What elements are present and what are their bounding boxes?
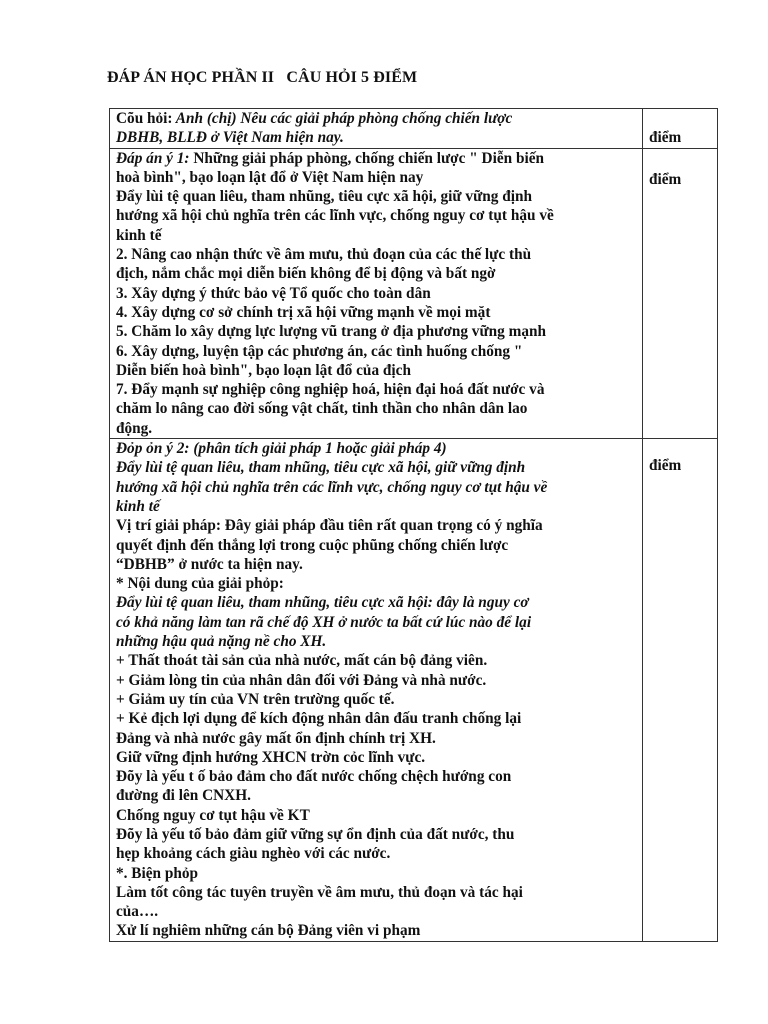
answer2-line: hẹp khoảng cách giàu nghèo với các nước.	[116, 845, 391, 863]
score-cell: điểm	[643, 109, 718, 149]
answer1-line: Đáp án ý 1: Những giải pháp phòng, chống chiến lược " Diễn biến	[116, 149, 545, 167]
answer2-line: đường đi lên CNXH.	[116, 787, 251, 805]
answer2-line: Làm tốt công tác tuyên truyền về âm mưu, thủ đoạn và tác hại	[116, 883, 523, 901]
answer2-line: Chống nguy cơ tụt hậu về KT	[116, 806, 310, 824]
answer2-line: *. Biện phỏp	[116, 864, 199, 882]
answer1-line: Đẩy lùi tệ quan liêu, tham nhũng, tiêu cực xã hội, giữ vững định	[116, 188, 532, 206]
question-line: DBHB, BLLĐ ở Việt Nam hiện nay.	[116, 129, 344, 147]
answer2-row	[110, 439, 718, 942]
question-line	[116, 109, 638, 128]
answer1-line: hoà bình", bạo loạn lật đổ ở Việt Nam hiện nay	[116, 168, 424, 186]
answer2-line: “DBHB” ở nước ta hiện nay.	[116, 555, 303, 573]
answer2-label: Đỏp ỏn ý 2:	[116, 440, 190, 458]
answer1-line: 2. Nâng cao nhận thức về âm mưu, thủ đoạn của các thế lực thù	[116, 246, 532, 264]
answer1-line: 3. Xây dựng ý thức bảo vệ Tổ quốc cho toàn dân	[116, 284, 431, 302]
answer1-line: chăm lo nâng cao đời sống vật chất, tinh thần cho nhân dân lao	[116, 400, 528, 418]
score-cell: điểm	[643, 148, 718, 438]
answer1-cell	[110, 148, 643, 438]
answer2-line: những hậu quả nặng nề cho XH.	[116, 633, 327, 651]
answer2-line: Đẩy lùi tệ quan liêu, tham nhũng, tiêu cực xã hội, giữ vững định	[116, 459, 526, 477]
answer2-line: quyết định đến thắng lợi trong cuộc phũng chống chiến lược	[116, 536, 509, 554]
answer2-line: Xử lí nghiêm những cán bộ Đảng viên vi phạm	[116, 922, 421, 940]
answer2-line: Đẩy lùi tệ quan liêu, tham nhũng, tiêu cực xã hội: đây là nguy cơ	[116, 594, 529, 612]
answer2-line: Đõy là yếu tố bảo đảm giữ vững sự ổn định của đất nước, thu	[116, 825, 515, 843]
answer2-line: Đõy là yếu t ố bảo đảm cho đất nước chống chệch hướng con	[116, 768, 512, 786]
question-cell	[110, 109, 643, 149]
score-cell: điểm	[643, 439, 718, 942]
answer2-line: Vị trí giải pháp: Đây giải pháp đầu tiên rất quan trọng có ý nghĩa	[116, 517, 543, 535]
question-label: Cõu hỏi:	[116, 110, 173, 127]
answer2-line: * Nội dung của giải phỏp:	[116, 575, 284, 593]
question-text: Anh (chị) Nêu các giải pháp phòng chống chiến lược	[172, 110, 513, 127]
answer2-line: Đỏp ỏn ý 2: (phân tích giải pháp 1 hoặc giải pháp 4)	[116, 440, 447, 458]
answer1-line: 7. Đẩy mạnh sự nghiệp công nghiệp hoá, hiện đại hoá đất nước và	[116, 381, 545, 399]
answer2-line: có khả năng làm tan rã chế độ XH ở nước ta bất cứ lúc nào để lại	[116, 613, 532, 631]
answer1-line: 4. Xây dựng cơ sở chính trị xã hội vững mạnh về mọi mặt	[116, 303, 491, 321]
answer1-line: kinh tế	[116, 226, 162, 244]
answer2-line: hướng xã hội chủ nghĩa trên các lĩnh vực, chống nguy cơ tụt hậu về	[116, 478, 548, 496]
question-row	[110, 109, 718, 149]
page-title: ĐÁP ÁN HỌC PHẦN II CÂU HỎI 5 ĐIỂM	[107, 69, 418, 86]
answer2-line: + Giảm lòng tin của nhân dân đối với Đảng và nhà nước.	[116, 671, 487, 689]
answer1-line: Diễn biến hoà bình", bạo loạn lật đổ của địch	[116, 361, 411, 379]
answer2-line: Đảng và nhà nước gây mất ổn định chính trị XH.	[116, 729, 436, 747]
answer1-line: 6. Xây dựng, luyện tập các phương án, các tình huống chống "	[116, 342, 523, 360]
answer-table	[109, 108, 718, 942]
answer1-line: động.	[116, 419, 153, 437]
answer2-line: + Kẻ địch lợi dụng để kích động nhân dân đấu tranh chống lại	[116, 710, 522, 728]
answer2-line: + Giảm uy tín của VN trên trường quốc tế.	[116, 690, 395, 708]
answer2-line: kinh tế	[116, 497, 160, 515]
answer1-line: 5. Chăm lo xây dựng lực lượng vũ trang ở địa phương vững mạnh	[116, 323, 547, 341]
answer1-line: hướng xã hội chủ nghĩa trên các lĩnh vực, chống nguy cơ tụt hậu về	[116, 207, 554, 225]
answer2-line: + Thất thoát tài sản của nhà nước, mất cán bộ đảng viên.	[116, 652, 488, 670]
answer2-cell	[110, 439, 643, 942]
answer1-row	[110, 148, 718, 438]
answer1-label: Đáp án ý 1:	[116, 149, 190, 167]
answer1-line: địch, nắm chắc mọi diễn biến không để bị động và bất ngờ	[116, 265, 496, 283]
answer2-line: của….	[116, 903, 159, 921]
answer2-line: Giữ vững định hướng XHCN trờn cỏc lĩnh vực.	[116, 748, 426, 766]
